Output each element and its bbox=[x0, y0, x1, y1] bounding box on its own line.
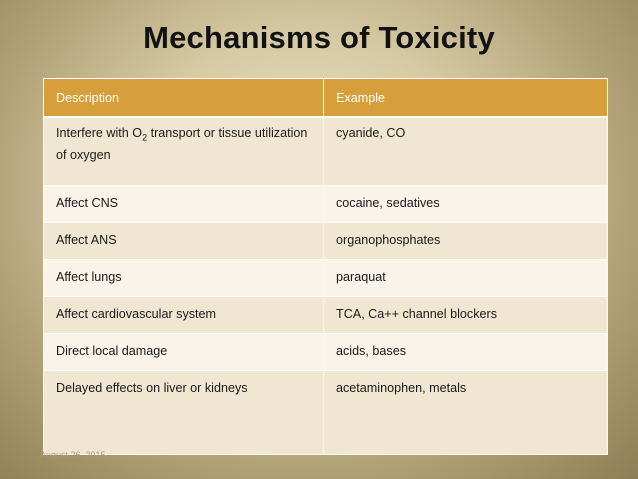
description-text-end: transport or tissue utilization of oxygen bbox=[56, 126, 308, 162]
table-row bbox=[44, 333, 608, 370]
slide-title: Mechanisms of Toxicity bbox=[143, 20, 495, 55]
row-description: Affect cardiovascular system bbox=[44, 296, 324, 333]
table-row bbox=[44, 370, 608, 454]
row-example: acids, bases bbox=[324, 333, 608, 370]
table-row bbox=[44, 296, 608, 333]
row-example: cocaine, sedatives bbox=[324, 185, 608, 222]
table-row bbox=[44, 222, 608, 259]
row-example: paraquat bbox=[324, 259, 608, 296]
row-example: organophosphates bbox=[324, 222, 608, 259]
subscript-2: 2 bbox=[142, 132, 148, 143]
table-row bbox=[44, 185, 608, 222]
row-description: Delayed effects on liver or kidneys bbox=[44, 370, 324, 454]
row-description: Affect ANS bbox=[44, 222, 324, 259]
table-row bbox=[44, 259, 608, 296]
row-example: acetaminophen, metals bbox=[324, 370, 608, 454]
toxicity-table bbox=[43, 78, 608, 455]
row-description bbox=[44, 117, 324, 185]
row-example: TCA, Ca++ channel blockers bbox=[324, 296, 608, 333]
header-description: Description bbox=[44, 79, 324, 118]
row-description: Affect CNS bbox=[44, 185, 324, 222]
row-example: cyanide, CO bbox=[324, 117, 608, 185]
header-example: Example bbox=[324, 79, 608, 118]
table-row bbox=[44, 117, 608, 185]
description-text-start: Interfere with O bbox=[56, 126, 143, 140]
row-description: Affect lungs bbox=[44, 259, 324, 296]
footer-date: August 26, 2015 bbox=[40, 450, 106, 460]
row-description: Direct local damage bbox=[44, 333, 324, 370]
table-header-row bbox=[44, 79, 608, 118]
